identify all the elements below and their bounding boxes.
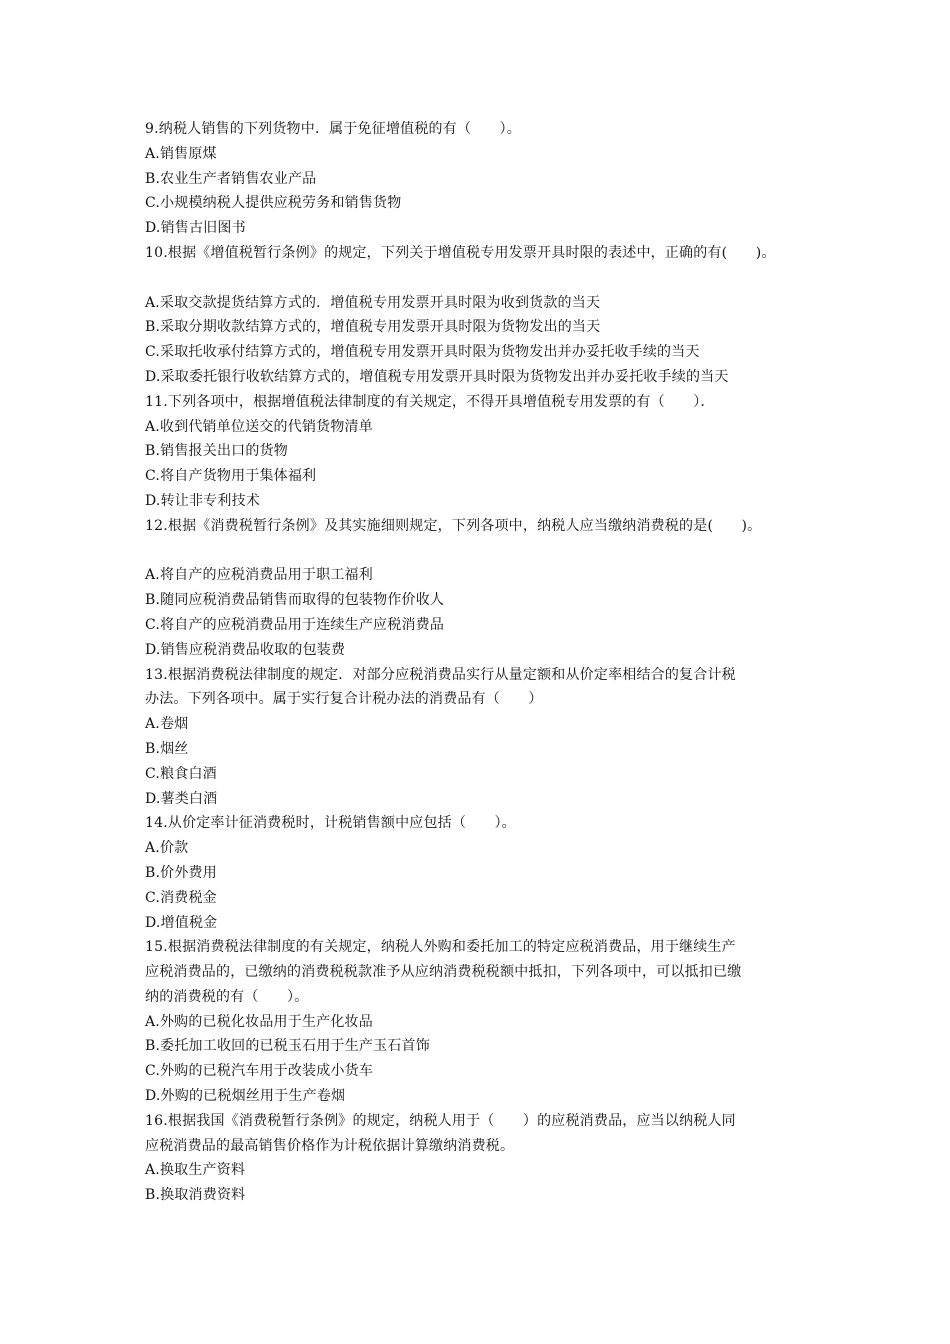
answer-option: A.收到代销单位送交的代销货物清单 bbox=[145, 418, 373, 435]
question-text-continued: 应税消费品的，已缴纳的消费税税款准予从应纳消费税税额中抵扣，下列各项中，可以抵扣已缴 bbox=[145, 964, 742, 981]
question-text-continued: 纳的消费税的有（ ）。 bbox=[145, 988, 309, 1005]
answer-option: D.增值税金 bbox=[145, 914, 218, 931]
blank-line bbox=[145, 266, 813, 291]
answer-option: D.转让非专利技术 bbox=[145, 492, 260, 509]
question-text: 9.纳税人销售的下列货物中．属于免征增值税的有（ ）。 bbox=[145, 121, 521, 137]
answer-option: B.农业生产者销售农业产品 bbox=[145, 170, 317, 187]
question-text: 13.根据消费税法律制度的规定．对部分应税消费品实行从量定额和从价定率相结合的复合计税 bbox=[145, 666, 736, 683]
answer-option: C.采取托收承付结算方式的，增值税专用发票开具时限为货物发出并办妥托收手续的当天 bbox=[145, 344, 700, 361]
answer-option: C.将自产货物用于集体福利 bbox=[145, 468, 317, 485]
answer-option: B.烟丝 bbox=[145, 740, 189, 757]
answer-option: B.销售报关出口的货物 bbox=[145, 443, 288, 460]
answer-option: D.销售古旧图书 bbox=[145, 220, 246, 237]
question-text-continued: 办法。下列各项中。属于实行复合计税办法的消费品有（ ） bbox=[145, 691, 543, 708]
answer-option: C.将自产的应税消费品用于连续生产应税消费品 bbox=[145, 616, 445, 633]
question-text: 16.根据我国《消费税暂行条例》的规定，纳税人用于（ ）的应税消费品，应当以纳税人同 bbox=[145, 1112, 736, 1129]
blank-line bbox=[145, 539, 813, 564]
document-body bbox=[145, 117, 813, 1208]
answer-option: A.价款 bbox=[145, 840, 189, 857]
answer-option: A.外购的已税化妆品用于生产化妆品 bbox=[145, 1013, 373, 1030]
answer-option: A.销售原煤 bbox=[145, 145, 217, 162]
question-text: 10.根据《增值税暂行条例》的规定，下列关于增值税专用发票开具时限的表述中，正确的有( )。 bbox=[145, 244, 776, 261]
answer-option: D.销售应税消费品收取的包装费 bbox=[145, 641, 346, 658]
answer-option: B.换取消费资料 bbox=[145, 1187, 246, 1204]
answer-option: A.采取交款提货结算方式的．增值税专用发票开具时限为收到货款的当天 bbox=[145, 294, 601, 311]
answer-option: B.随同应税消费品销售而取得的包装物作价收人 bbox=[145, 592, 445, 609]
question-text: 11.下列各项中，根据增值税法律制度的有关规定，不得开具增值税专用发票的有（ ）． bbox=[145, 393, 715, 410]
answer-option: B.委托加工收回的已税玉石用于生产玉石首饰 bbox=[145, 1038, 430, 1055]
answer-option: D.外购的已税烟丝用于生产卷烟 bbox=[145, 1088, 346, 1105]
answer-option: D.采取委托银行收软结算方式的，增值税专用发票开具时限为货物发出并办妥托收手续的当天 bbox=[145, 368, 729, 385]
answer-option: A.将自产的应税消费品用于职工福利 bbox=[145, 567, 373, 584]
question-text-continued: 应税消费品的最高销售价格作为计税依据计算缴纳消费税。 bbox=[145, 1137, 515, 1154]
answer-option: C.粮食白酒 bbox=[145, 765, 217, 782]
question-text: 15.根据消费税法律制度的有关规定，纳税人外购和委托加工的特定应税消费品，用于继续生产 bbox=[145, 939, 736, 956]
answer-option: A.卷烟 bbox=[145, 716, 189, 733]
answer-option: C.外购的已税汽车用于改装成小货车 bbox=[145, 1063, 374, 1080]
answer-option: D.薯类白酒 bbox=[145, 790, 218, 807]
question-text: 12.根据《消费税暂行条例》及其实施细则规定，下列各项中，纳税人应当缴纳消费税的是( )。 bbox=[145, 517, 762, 534]
answer-option: B.价外费用 bbox=[145, 864, 217, 881]
question-text: 14.从价定率计征消费税时，计税销售额中应包括（ ）。 bbox=[145, 815, 516, 832]
answer-option: A.换取生产资料 bbox=[145, 1162, 246, 1179]
answer-option: C.消费税金 bbox=[145, 889, 217, 906]
answer-option: B.采取分期收款结算方式的，增值税专用发票开具时限为货物发出的当天 bbox=[145, 319, 601, 336]
answer-option: C.小规模纳税人提供应税劳务和销售货物 bbox=[145, 195, 402, 212]
